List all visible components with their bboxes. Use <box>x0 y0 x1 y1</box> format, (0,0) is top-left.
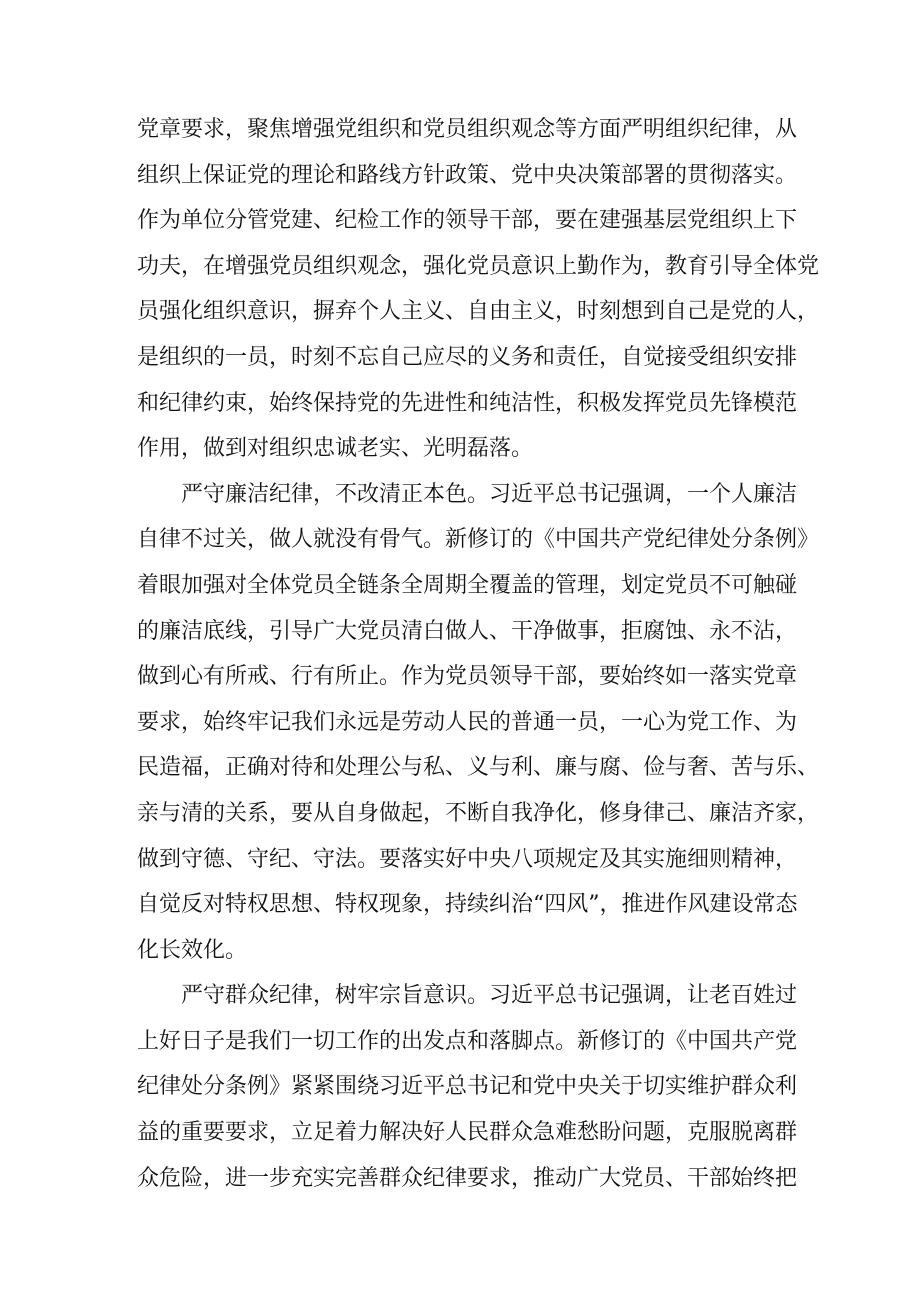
paragraph-start-line: 严守廉洁纪律，不改清正本色。习近平总书记强调，一个人廉洁 <box>181 481 798 507</box>
text-line: 作用，做到对组织忠诚老实、光明磊落。 <box>137 436 534 462</box>
text-line: 上好日子是我们一切工作的出发点和落脚点。新修订的《中国共产党 <box>137 1028 798 1054</box>
text-line: 亲与清的关系，要从自身做起，不断自我净化，修身律己、廉洁齐家， <box>137 800 820 826</box>
text-line: 纪律处分条例》紧紧围绕习近平总书记和党中央关于切实维护群众利 <box>137 1074 798 1100</box>
text-line: 做到守德、守纪、守法。要落实好中央八项规定及其实施细则精神， <box>137 846 798 872</box>
text-line: 化长效化。 <box>137 937 248 963</box>
text-line: 组织上保证党的理论和路线方针政策、党中央决策部署的贯彻落实。 <box>137 162 798 188</box>
text-line: 众危险，进一步充实完善群众纪律要求，推动广大党员、干部始终把 <box>137 1165 798 1191</box>
text-line: 的廉洁底线，引导广大党员清白做人、干净做事，拒腐蚀、永不沾， <box>137 618 798 644</box>
text-line: 要求，始终牢记我们永远是劳动人民的普通一员，一心为党工作、为 <box>137 709 798 735</box>
text-line: 和纪律约束，始终保持党的先进性和纯洁性，积极发挥党员先锋模范 <box>137 390 798 416</box>
body-text <box>137 107 820 1201</box>
text-line: 功夫，在增强党员组织观念，强化党员意识上勤作为，教育引导全体党 <box>137 253 820 279</box>
text-line: 作为单位分管党建、纪检工作的领导干部，要在建强基层党组织上下 <box>137 208 798 234</box>
text-line: 做到心有所戒、行有所止。作为党员领导干部，要始终如一落实党章 <box>137 664 798 690</box>
text-line: 自觉反对特权思想、特权现象，持续纠治“四风”，推进作风建设常态 <box>137 892 798 918</box>
text-line: 是组织的一员，时刻不忘自己应尽的义务和责任，自觉接受组织安排 <box>137 344 798 370</box>
text-line: 员强化组织意识，摒弃个人主义、自由主义，时刻想到自己是党的人， <box>137 299 820 325</box>
text-line: 党章要求，聚焦增强党组织和党员组织观念等方面严明组织纪律，从 <box>137 117 798 142</box>
text-line: 自律不过关，做人就没有骨气。新修订的《中国共产党纪律处分条例》 <box>137 527 820 553</box>
text-line: 着眼加强对全体党员全链条全周期全覆盖的管理，划定党员不可触碰 <box>137 572 798 598</box>
text-line: 民造福，正确对待和处理公与私、义与利、廉与腐、俭与奢、苦与乐、 <box>137 755 820 781</box>
text-line: 益的重要要求，立足着力解决好人民群众急难愁盼问题，克服脱离群 <box>137 1120 798 1146</box>
paragraph-start-line: 严守群众纪律，树牢宗旨意识。习近平总书记强调，让老百姓过 <box>181 983 798 1009</box>
